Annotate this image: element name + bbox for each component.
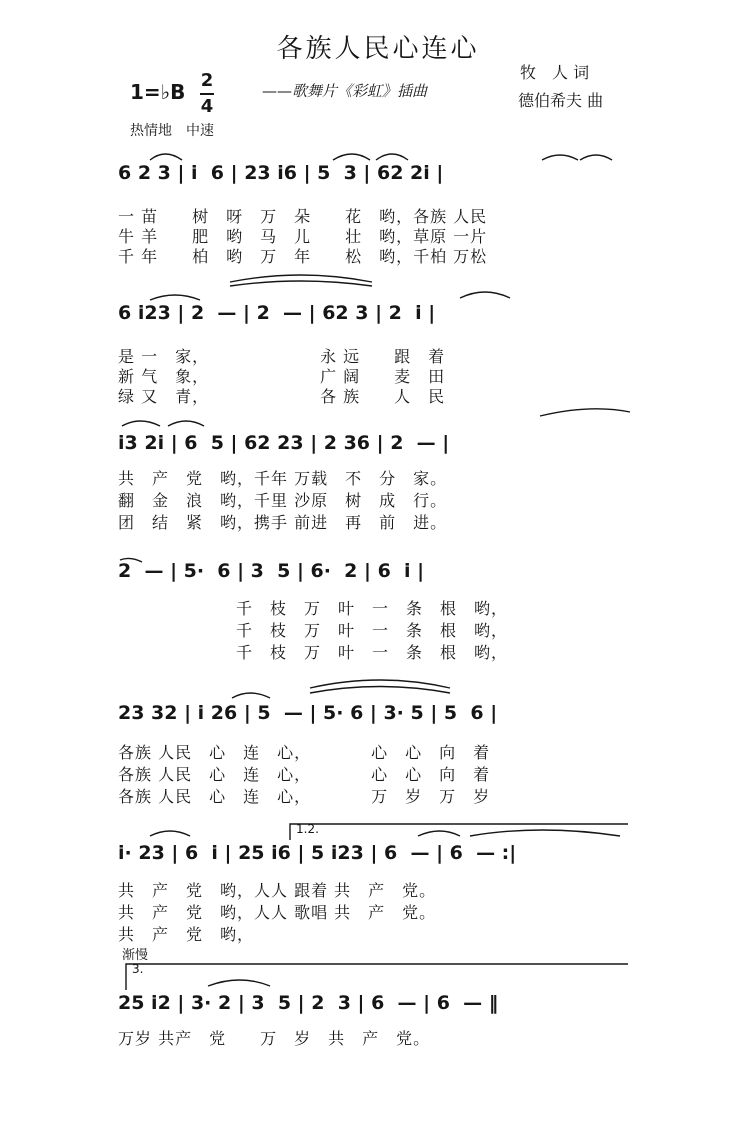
lyric-line-2-1: 是 一 家， 永 远 跟 着	[118, 347, 446, 366]
lyric-line-6-2: 共 产 党 哟，人人 歌唱 共 产 党。	[118, 903, 437, 922]
lyric-line-5-3: 各族 人民 心 连 心， 万 岁 万 岁	[118, 787, 491, 806]
song-title: 各族人民心连心	[276, 34, 480, 64]
slur	[333, 154, 370, 160]
lyric-line-1-3: 千 年 柏 哟 万 年 松 哟，千柏 万松	[118, 247, 488, 266]
volta-1-2-label: 1.2.	[296, 822, 319, 836]
lyric-line-5-1: 各族 人民 心 连 心， 心 心 向 着	[118, 743, 491, 762]
lyric-line-2-3: 绿 又 青， 各 族 人 民	[118, 387, 446, 406]
lyric-line-5-2: 各族 人民 心 连 心， 心 心 向 着	[118, 765, 491, 784]
lyric-line-6-3: 共 产 党 哟，	[118, 925, 255, 944]
tie	[310, 687, 450, 694]
lyric-line-3-3: 团 结 紧 哟，携手 前进 再 前 进。	[118, 513, 448, 532]
lyric-line-7-1: 万岁 共产 党 万 岁 共 产 党。	[118, 1029, 431, 1048]
dynamic-marking: 渐慢	[122, 948, 149, 963]
lyric-line-4-1: 千 枝 万 叶 一 条 根 哟，	[236, 599, 509, 618]
notation-line-6: i· 23 | 6 i | 25 i6 | 5 i23 | 6 — | 6 — :|	[118, 842, 517, 864]
composer-credit: 德伯希夫 曲	[518, 91, 604, 110]
time-signature-bottom: 4	[200, 96, 214, 117]
tie	[470, 830, 620, 836]
notation-line-2: 6 i23 | 2 — | 2 — | 62 3 | 2 i |	[118, 302, 436, 324]
lyric-line-3-1: 共 产 党 哟，千年 万载 不 分 家。	[118, 469, 448, 488]
slur	[208, 980, 270, 986]
slur	[150, 154, 182, 160]
notation-line-1: 6 2 3 | i 6 | 23 i6 | 5 3 | 62 2i |	[118, 162, 444, 184]
notation-line-7: 25 i2 | 3· 2 | 3 5 | 2 3 | 6 — | 6 — ‖	[118, 992, 499, 1014]
tempo-marking: 热情地 中速	[130, 123, 214, 139]
tie	[230, 281, 372, 286]
lyric-line-1-2: 牛 羊 肥 哟 马 儿 壮 哟，草原 一片	[118, 227, 488, 246]
lyric-line-6-1: 共 产 党 哟，人人 跟着 共 产 党。	[118, 881, 437, 900]
notation-line-3: i3 2i | 6 5 | 62 23 | 2 36 | 2 — |	[118, 432, 450, 454]
key-signature: 1=♭B	[130, 80, 186, 104]
notation-line-5: 23 32 | i 26 | 5 — | 5· 6 | 3· 5 | 5 6 |	[118, 702, 498, 724]
volta-3-bracket	[126, 964, 628, 990]
lyric-line-3-2: 翻 金 浪 哟，千里 沙原 树 成 行。	[118, 491, 448, 510]
time-signature-top: 2	[200, 70, 214, 91]
slur	[580, 155, 612, 160]
volta-3-label: 3.	[132, 962, 144, 976]
tie	[540, 409, 630, 416]
notation-line-4: 2 — | 5· 6 | 3 5 | 6· 2 | 6 i |	[118, 560, 425, 582]
lyric-line-1-1: 一 苗 树 呀 万 朵 花 哟，各族 人民	[118, 207, 488, 226]
lyric-line-4-2: 千 枝 万 叶 一 条 根 哟，	[236, 621, 509, 640]
slur	[150, 831, 190, 836]
slur	[168, 421, 204, 426]
slur	[232, 693, 270, 698]
slur	[542, 155, 578, 160]
slur	[122, 421, 160, 426]
slur	[460, 292, 510, 298]
slur	[150, 295, 200, 300]
volta-1-2-bracket	[290, 824, 628, 840]
subtitle: ——歌舞片《彩虹》插曲	[262, 82, 428, 100]
lyric-line-2-2: 新 气 象， 广 阔 麦 田	[118, 367, 446, 386]
slur	[418, 831, 460, 836]
lyricist-credit: 牧 人 词	[520, 63, 590, 82]
lyric-line-4-3: 千 枝 万 叶 一 条 根 哟，	[236, 643, 509, 662]
slur	[376, 154, 408, 160]
tie	[120, 558, 142, 562]
